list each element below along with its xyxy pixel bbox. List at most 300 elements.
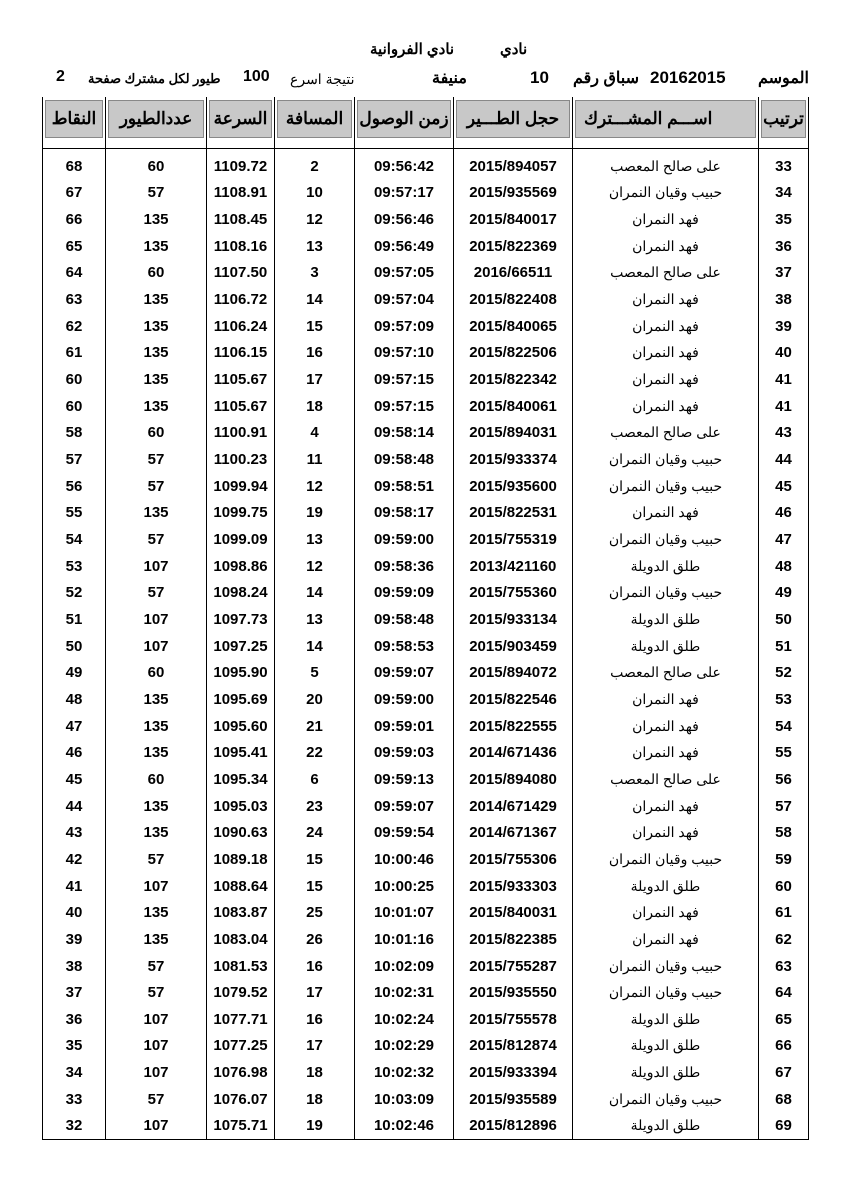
- bird-count-cell: 60: [106, 766, 207, 793]
- speed-cell: 1076.98: [207, 1059, 275, 1086]
- points-cell: 49: [43, 659, 106, 686]
- points-cell: 46: [43, 739, 106, 766]
- distance-cell: 13: [275, 526, 355, 553]
- table-row: [43, 686, 809, 713]
- points-cell: 37: [43, 979, 106, 1006]
- ring-cell: 2015/822385: [454, 926, 573, 953]
- speed-cell: 1090.63: [207, 819, 275, 846]
- points-cell: 45: [43, 766, 106, 793]
- member-name-cell: حبيب وقيان النمران: [573, 846, 759, 873]
- ring-cell: 2015/822408: [454, 286, 573, 313]
- column-header-arrival-time: [355, 97, 454, 149]
- bird-count-cell: 135: [106, 713, 207, 740]
- ring-cell: 2015/755287: [454, 953, 573, 980]
- table-row: [43, 340, 809, 367]
- table-row: [43, 180, 809, 207]
- member-name-cell: حبيب وقيان النمران: [573, 446, 759, 473]
- member-name-cell: طلق الدويلة: [573, 553, 759, 580]
- column-header-speed-label: السرعة: [209, 100, 272, 138]
- ring-cell: 2015/894080: [454, 766, 573, 793]
- distance-cell: 18: [275, 393, 355, 420]
- rank-cell: 66: [759, 1033, 809, 1060]
- points-cell: 35: [43, 1033, 106, 1060]
- points-cell: 60: [43, 366, 106, 393]
- table-row: [43, 713, 809, 740]
- arrival-time-cell: 10:00:25: [355, 873, 454, 900]
- bird-count-cell: 135: [106, 500, 207, 527]
- member-name-cell: طلق الدويلة: [573, 633, 759, 660]
- points-cell: 42: [43, 846, 106, 873]
- member-name-cell: طلق الدويلة: [573, 1113, 759, 1140]
- points-cell: 38: [43, 953, 106, 980]
- table-row: [43, 979, 809, 1006]
- distance-cell: 15: [275, 873, 355, 900]
- rank-cell: 49: [759, 580, 809, 607]
- member-name-cell: حبيب وقيان النمران: [573, 580, 759, 607]
- ring-cell: 2015/935569: [454, 180, 573, 207]
- rank-cell: 39: [759, 313, 809, 340]
- arrival-time-cell: 09:57:15: [355, 366, 454, 393]
- rank-cell: 53: [759, 686, 809, 713]
- points-cell: 68: [43, 149, 106, 180]
- rank-cell: 46: [759, 500, 809, 527]
- rank-cell: 36: [759, 233, 809, 260]
- rank-cell: 64: [759, 979, 809, 1006]
- bird-count-cell: 135: [106, 393, 207, 420]
- bird-count-cell: 107: [106, 1113, 207, 1140]
- ring-cell: 2015/933303: [454, 873, 573, 900]
- distance-cell: 19: [275, 1113, 355, 1140]
- table-row: [43, 206, 809, 233]
- points-cell: 55: [43, 500, 106, 527]
- arrival-time-cell: 10:01:07: [355, 899, 454, 926]
- column-header-name: [573, 97, 759, 149]
- ring-cell: 2015/933374: [454, 446, 573, 473]
- table-row: [43, 286, 809, 313]
- ring-cell: 2015/935550: [454, 979, 573, 1006]
- member-name-cell: طلق الدويلة: [573, 606, 759, 633]
- speed-cell: 1075.71: [207, 1113, 275, 1140]
- distance-cell: 16: [275, 340, 355, 367]
- bird-count-cell: 135: [106, 793, 207, 820]
- member-name-cell: طلق الدويلة: [573, 1033, 759, 1060]
- table-row: [43, 1006, 809, 1033]
- member-name-cell: فهد النمران: [573, 713, 759, 740]
- member-name-cell: طلق الدويلة: [573, 1059, 759, 1086]
- arrival-time-cell: 10:02:29: [355, 1033, 454, 1060]
- distance-cell: 18: [275, 1059, 355, 1086]
- ring-cell: 2015/840031: [454, 899, 573, 926]
- arrival-time-cell: 10:02:24: [355, 1006, 454, 1033]
- results-table: [42, 97, 809, 1140]
- distance-cell: 4: [275, 420, 355, 447]
- table-row: [43, 580, 809, 607]
- speed-cell: 1107.50: [207, 260, 275, 287]
- points-cell: 61: [43, 340, 106, 367]
- speed-cell: 1095.60: [207, 713, 275, 740]
- arrival-time-cell: 09:58:17: [355, 500, 454, 527]
- member-name-cell: حبيب وقيان النمران: [573, 473, 759, 500]
- member-name-cell: حبيب وقيان النمران: [573, 180, 759, 207]
- table-row: [43, 766, 809, 793]
- member-name-cell: حبيب وقيان النمران: [573, 526, 759, 553]
- speed-cell: 1088.64: [207, 873, 275, 900]
- distance-cell: 5: [275, 659, 355, 686]
- arrival-time-cell: 10:02:31: [355, 979, 454, 1006]
- distance-cell: 22: [275, 739, 355, 766]
- rank-cell: 58: [759, 819, 809, 846]
- column-header-arrival-time-label: زمن الوصول: [357, 100, 451, 138]
- bird-count-cell: 135: [106, 286, 207, 313]
- ring-cell: 2015/822546: [454, 686, 573, 713]
- ring-cell: 2015/822506: [454, 340, 573, 367]
- arrival-time-cell: 09:59:01: [355, 713, 454, 740]
- points-cell: 54: [43, 526, 106, 553]
- bird-count-cell: 60: [106, 659, 207, 686]
- rank-cell: 68: [759, 1086, 809, 1113]
- distance-cell: 12: [275, 473, 355, 500]
- bird-count-cell: 57: [106, 1086, 207, 1113]
- member-name-cell: طلق الدويلة: [573, 873, 759, 900]
- arrival-time-cell: 09:57:15: [355, 393, 454, 420]
- speed-cell: 1100.91: [207, 420, 275, 447]
- distance-cell: 15: [275, 846, 355, 873]
- distance-cell: 12: [275, 206, 355, 233]
- page-number: 2: [56, 68, 65, 85]
- rank-cell: 62: [759, 926, 809, 953]
- arrival-time-cell: 09:58:36: [355, 553, 454, 580]
- race-number: 10: [530, 68, 549, 87]
- ring-cell: 2015/755319: [454, 526, 573, 553]
- rank-cell: 59: [759, 846, 809, 873]
- ring-cell: 2015/933394: [454, 1059, 573, 1086]
- speed-cell: 1095.34: [207, 766, 275, 793]
- speed-cell: 1099.75: [207, 500, 275, 527]
- distance-cell: 26: [275, 926, 355, 953]
- table-header-row: [43, 97, 809, 149]
- points-cell: 60: [43, 393, 106, 420]
- rank-cell: 67: [759, 1059, 809, 1086]
- speed-cell: 1095.69: [207, 686, 275, 713]
- ring-cell: 2015/840065: [454, 313, 573, 340]
- member-name-cell: على صالح المعصب: [573, 766, 759, 793]
- column-header-rank: [759, 97, 809, 149]
- points-cell: 39: [43, 926, 106, 953]
- arrival-time-cell: 09:57:05: [355, 260, 454, 287]
- ring-cell: 2015/933134: [454, 606, 573, 633]
- ring-cell: 2016/66511: [454, 260, 573, 287]
- table-row: [43, 873, 809, 900]
- bird-count-cell: 135: [106, 686, 207, 713]
- table-row: [43, 313, 809, 340]
- member-name-cell: فهد النمران: [573, 393, 759, 420]
- distance-cell: 21: [275, 713, 355, 740]
- rank-cell: 40: [759, 340, 809, 367]
- speed-cell: 1108.45: [207, 206, 275, 233]
- member-name-cell: على صالح المعصب: [573, 260, 759, 287]
- ring-cell: 2015/935600: [454, 473, 573, 500]
- rank-cell: 47: [759, 526, 809, 553]
- ring-cell: 2015/894072: [454, 659, 573, 686]
- arrival-time-cell: 09:58:14: [355, 420, 454, 447]
- table-row: [43, 500, 809, 527]
- rank-cell: 56: [759, 766, 809, 793]
- arrival-time-cell: 09:56:49: [355, 233, 454, 260]
- table-row: [43, 393, 809, 420]
- points-cell: 52: [43, 580, 106, 607]
- rank-cell: 41: [759, 393, 809, 420]
- bird-count-cell: 107: [106, 1059, 207, 1086]
- points-cell: 43: [43, 819, 106, 846]
- member-name-cell: حبيب وقيان النمران: [573, 953, 759, 980]
- speed-cell: 1108.91: [207, 180, 275, 207]
- ring-cell: 2015/840061: [454, 393, 573, 420]
- bird-count-cell: 135: [106, 206, 207, 233]
- rank-cell: 43: [759, 420, 809, 447]
- distance-cell: 16: [275, 1006, 355, 1033]
- distance-cell: 13: [275, 606, 355, 633]
- ring-cell: 2015/822342: [454, 366, 573, 393]
- arrival-time-cell: 09:56:42: [355, 149, 454, 180]
- bird-count-cell: 57: [106, 473, 207, 500]
- bird-count-cell: 135: [106, 366, 207, 393]
- speed-cell: 1083.04: [207, 926, 275, 953]
- rank-cell: 48: [759, 553, 809, 580]
- table-row: [43, 233, 809, 260]
- race-label: سباق رقم: [573, 70, 639, 87]
- arrival-time-cell: 09:58:48: [355, 446, 454, 473]
- speed-cell: 1083.87: [207, 899, 275, 926]
- column-header-bird-count-label: عددالطيور: [108, 100, 204, 138]
- arrival-time-cell: 10:02:46: [355, 1113, 454, 1140]
- table-row: [43, 633, 809, 660]
- bird-count-cell: 57: [106, 526, 207, 553]
- distance-cell: 12: [275, 553, 355, 580]
- bird-count-cell: 107: [106, 1006, 207, 1033]
- ring-cell: 2015/840017: [454, 206, 573, 233]
- distance-cell: 3: [275, 260, 355, 287]
- per-member-label: طيور لكل مشترك صفحة: [88, 71, 221, 86]
- arrival-time-cell: 09:58:51: [355, 473, 454, 500]
- table-row: [43, 420, 809, 447]
- member-name-cell: فهد النمران: [573, 233, 759, 260]
- speed-cell: 1106.15: [207, 340, 275, 367]
- bird-count-cell: 60: [106, 149, 207, 180]
- distance-cell: 10: [275, 180, 355, 207]
- table-row: [43, 793, 809, 820]
- bird-count-cell: 135: [106, 313, 207, 340]
- distance-cell: 2: [275, 149, 355, 180]
- column-header-distance: [275, 97, 355, 149]
- distance-cell: 25: [275, 899, 355, 926]
- table-row: [43, 1059, 809, 1086]
- rank-cell: 33: [759, 149, 809, 180]
- speed-cell: 1095.03: [207, 793, 275, 820]
- speed-cell: 1089.18: [207, 846, 275, 873]
- bird-count-cell: 57: [106, 180, 207, 207]
- rank-cell: 52: [759, 659, 809, 686]
- member-name-cell: فهد النمران: [573, 313, 759, 340]
- arrival-time-cell: 10:02:09: [355, 953, 454, 980]
- column-header-name-label: اســـم المشـــترك: [575, 100, 756, 138]
- arrival-time-cell: 09:59:07: [355, 793, 454, 820]
- table-row: [43, 553, 809, 580]
- table-row: [43, 953, 809, 980]
- table-row: [43, 526, 809, 553]
- bird-count-cell: 135: [106, 899, 207, 926]
- points-cell: 56: [43, 473, 106, 500]
- points-cell: 65: [43, 233, 106, 260]
- table-row: [43, 366, 809, 393]
- distance-cell: 6: [275, 766, 355, 793]
- points-cell: 51: [43, 606, 106, 633]
- member-name-cell: فهد النمران: [573, 819, 759, 846]
- arrival-time-cell: 09:57:04: [355, 286, 454, 313]
- table-row: [43, 926, 809, 953]
- points-cell: 33: [43, 1086, 106, 1113]
- table-row: [43, 739, 809, 766]
- bird-count-cell: 57: [106, 846, 207, 873]
- member-name-cell: فهد النمران: [573, 340, 759, 367]
- bird-count-cell: 60: [106, 420, 207, 447]
- points-cell: 40: [43, 899, 106, 926]
- member-name-cell: فهد النمران: [573, 206, 759, 233]
- arrival-time-cell: 10:02:32: [355, 1059, 454, 1086]
- distance-cell: 19: [275, 500, 355, 527]
- table-row: [43, 1086, 809, 1113]
- ring-cell: 2015/812896: [454, 1113, 573, 1140]
- arrival-time-cell: 09:59:54: [355, 819, 454, 846]
- points-cell: 62: [43, 313, 106, 340]
- bird-count-cell: 60: [106, 260, 207, 287]
- speed-cell: 1081.53: [207, 953, 275, 980]
- points-cell: 44: [43, 793, 106, 820]
- points-cell: 64: [43, 260, 106, 287]
- rank-cell: 63: [759, 953, 809, 980]
- speed-cell: 1105.67: [207, 393, 275, 420]
- points-cell: 36: [43, 1006, 106, 1033]
- distance-cell: 17: [275, 1033, 355, 1060]
- points-cell: 66: [43, 206, 106, 233]
- speed-cell: 1099.09: [207, 526, 275, 553]
- rank-cell: 65: [759, 1006, 809, 1033]
- distance-cell: 18: [275, 1086, 355, 1113]
- table-row: [43, 446, 809, 473]
- rank-cell: 41: [759, 366, 809, 393]
- bird-count-cell: 135: [106, 233, 207, 260]
- speed-cell: 1097.73: [207, 606, 275, 633]
- distance-cell: 20: [275, 686, 355, 713]
- table-row: [43, 1033, 809, 1060]
- table-row: [43, 149, 809, 180]
- distance-cell: 23: [275, 793, 355, 820]
- member-name-cell: فهد النمران: [573, 286, 759, 313]
- rank-cell: 69: [759, 1113, 809, 1140]
- column-header-points: [43, 97, 106, 149]
- column-header-speed: [207, 97, 275, 149]
- bird-count-cell: 57: [106, 446, 207, 473]
- distance-cell: 11: [275, 446, 355, 473]
- rank-cell: 45: [759, 473, 809, 500]
- results-body: [43, 149, 809, 1140]
- arrival-time-cell: 09:59:13: [355, 766, 454, 793]
- speed-cell: 1100.23: [207, 446, 275, 473]
- distance-cell: 14: [275, 580, 355, 607]
- member-name-cell: حبيب وقيان النمران: [573, 1086, 759, 1113]
- rank-cell: 35: [759, 206, 809, 233]
- arrival-time-cell: 09:58:48: [355, 606, 454, 633]
- ring-cell: 2015/755360: [454, 580, 573, 607]
- points-cell: 57: [43, 446, 106, 473]
- points-cell: 41: [43, 873, 106, 900]
- distance-cell: 24: [275, 819, 355, 846]
- rank-cell: 50: [759, 606, 809, 633]
- member-name-cell: فهد النمران: [573, 686, 759, 713]
- fastest-count: 100: [243, 68, 270, 85]
- speed-cell: 1077.25: [207, 1033, 275, 1060]
- distance-cell: 13: [275, 233, 355, 260]
- member-name-cell: فهد النمران: [573, 899, 759, 926]
- rank-cell: 51: [759, 633, 809, 660]
- rank-cell: 54: [759, 713, 809, 740]
- ring-cell: 2014/671367: [454, 819, 573, 846]
- table-row: [43, 659, 809, 686]
- speed-cell: 1095.41: [207, 739, 275, 766]
- ring-cell: 2015/755578: [454, 1006, 573, 1033]
- ring-cell: 2015/894031: [454, 420, 573, 447]
- bird-count-cell: 57: [106, 953, 207, 980]
- race-location: منيفة: [432, 70, 467, 87]
- points-cell: 63: [43, 286, 106, 313]
- points-cell: 48: [43, 686, 106, 713]
- season-value: 20162015: [650, 68, 726, 87]
- speed-cell: 1077.71: [207, 1006, 275, 1033]
- arrival-time-cell: 09:57:10: [355, 340, 454, 367]
- member-name-cell: فهد النمران: [573, 926, 759, 953]
- ring-cell: 2015/894057: [454, 149, 573, 180]
- rank-cell: 34: [759, 180, 809, 207]
- member-name-cell: طلق الدويلة: [573, 1006, 759, 1033]
- arrival-time-cell: 09:57:17: [355, 180, 454, 207]
- arrival-time-cell: 09:58:53: [355, 633, 454, 660]
- column-header-points-label: النقاط: [45, 100, 103, 138]
- ring-cell: 2014/671436: [454, 739, 573, 766]
- rank-cell: 37: [759, 260, 809, 287]
- table-row: [43, 606, 809, 633]
- season-label: الموسم: [758, 70, 809, 87]
- ring-cell: 2015/822555: [454, 713, 573, 740]
- column-header-bird-count: [106, 97, 207, 149]
- bird-count-cell: 107: [106, 1033, 207, 1060]
- speed-cell: 1099.94: [207, 473, 275, 500]
- table-row: [43, 473, 809, 500]
- table-row: [43, 1113, 809, 1140]
- distance-cell: 15: [275, 313, 355, 340]
- bird-count-cell: 135: [106, 819, 207, 846]
- arrival-time-cell: 09:59:00: [355, 526, 454, 553]
- arrival-time-cell: 10:01:16: [355, 926, 454, 953]
- table-row: [43, 260, 809, 287]
- speed-cell: 1097.25: [207, 633, 275, 660]
- points-cell: 50: [43, 633, 106, 660]
- bird-count-cell: 135: [106, 739, 207, 766]
- table-row: [43, 899, 809, 926]
- rank-cell: 38: [759, 286, 809, 313]
- bird-count-cell: 135: [106, 926, 207, 953]
- member-name-cell: فهد النمران: [573, 739, 759, 766]
- speed-cell: 1079.52: [207, 979, 275, 1006]
- column-header-distance-label: المسافة: [277, 100, 352, 138]
